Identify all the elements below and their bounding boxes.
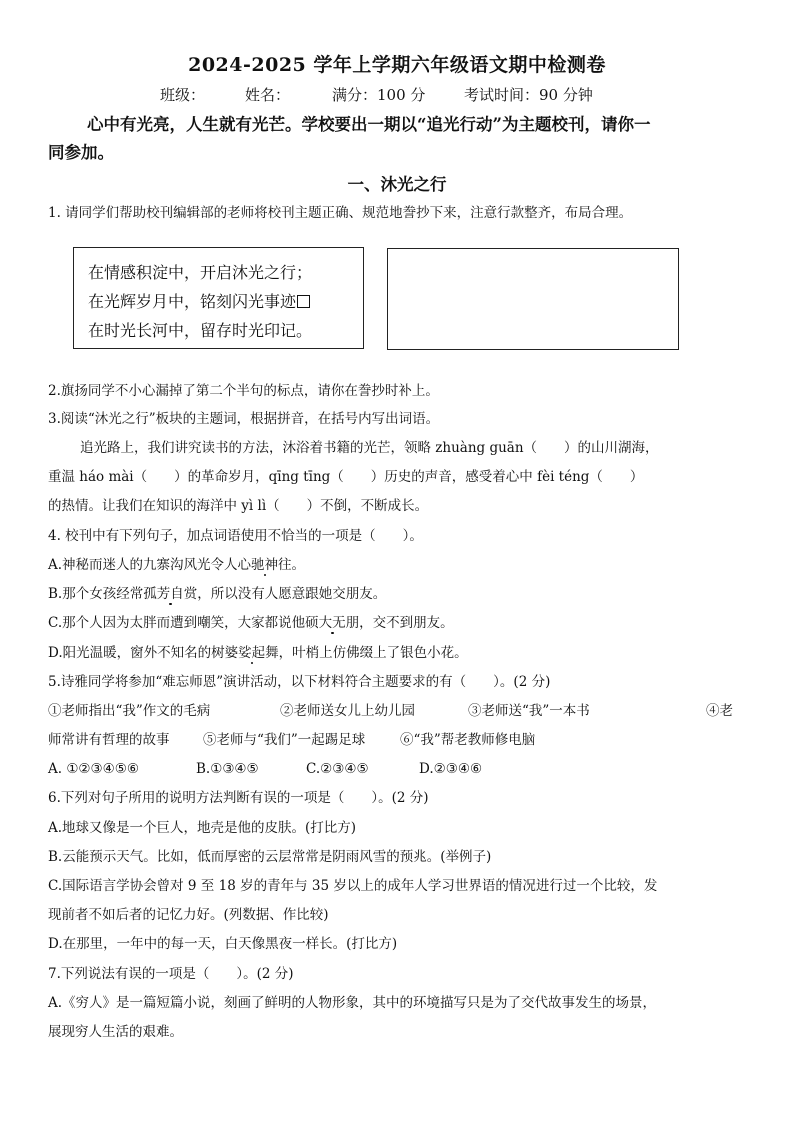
question-4-option-d	[48, 643, 468, 663]
q5-item-4-start: ④老	[706, 703, 733, 719]
score-label: 满分：100 分	[332, 86, 426, 104]
question-6-option-c: C.国际语言学协会曾对 9 至 18 岁的青年与 35 岁以上的成年人学习世界语的情况进行过一个比较，发	[48, 878, 658, 894]
name-label: 姓名：	[245, 86, 291, 104]
question-3-para-2: 重温 háo mài（ ）的革命岁月，qīng tīng（ ）历史的声音，感受着心中 fèi téng（ ）	[48, 469, 644, 485]
exam-info-row	[160, 85, 593, 105]
option-text: C.那个人因为太胖而遭到嘲笑，大家都说他	[48, 615, 306, 631]
q5-item-3: ③老师送“我”一本书	[468, 703, 590, 719]
theme-line-2-text: 在光辉岁月中，铭刻闪光事迹	[88, 292, 297, 311]
question-6-option-a: A.地球又像是一个巨人，地壳是他的皮肤。(打比方)	[48, 820, 357, 836]
question-4: 4. 校刊中有下列句子，加点词语使用不恰当的一项是（ ）。	[48, 528, 423, 544]
question-5-items-row-1	[48, 701, 733, 721]
dotted-word: 婆娑起舞	[224, 645, 279, 661]
question-3: 3.阅读“沐光之行”板块的主题词，根据拼音，在括号内写出词语。	[48, 411, 440, 427]
question-2: 2.旗扬同学不小心漏掉了第二个半句的标点，请你在誊抄时补上。	[48, 383, 439, 399]
intro-line-1: 心中有光亮，人生就有光芒。学校要出一期以“追光行动”为主题校刊，请你一	[87, 115, 651, 134]
question-6: 6.下列对句子所用的说明方法判断有误的一项是（ ）。(2 分)	[48, 790, 429, 806]
theme-text-box	[73, 247, 364, 349]
theme-line-2	[88, 287, 363, 316]
dotted-word: 硕大无朋	[305, 615, 360, 631]
dotted-word	[238, 557, 292, 573]
option-text: A.神秘而迷人的九寨沟风光令人	[48, 557, 238, 573]
copy-answer-box[interactable]	[387, 248, 679, 350]
question-4-option-c	[48, 613, 454, 633]
question-3-para-1: 追光路上，我们讲究读书的方法，沐浴着书籍的光芒，领略 zhuàng guān（ ）的山川湖海，	[80, 440, 659, 456]
option-text: ，所以没有人愿意跟她交朋友。	[197, 586, 387, 602]
question-7: 7.下列说法有误的一项是（ ）。(2 分)	[48, 966, 294, 982]
question-5-choices	[48, 759, 482, 779]
missing-punctuation-box	[297, 295, 310, 308]
q5-choice-a: A. ①②③④⑤⑥	[48, 761, 139, 777]
option-text: B.那个女孩经常	[48, 586, 144, 602]
dotted-word: 孤芳自赏	[143, 586, 198, 602]
option-text: D.阳光温暖，窗外不知名的树	[48, 645, 225, 661]
option-text: ，交不到朋友。	[359, 615, 454, 631]
question-7-option-a: A.《穷人》是一篇短篇小说，刻画了鲜明的人物形象，其中的环境描写只是为了交代故事发生的场景，	[48, 995, 657, 1011]
option-text: ，叶梢上仿佛缀上了银色小花。	[278, 645, 468, 661]
question-6-option-d: D.在那里，一年中的每一天，白天像黑夜一样长。(打比方)	[48, 936, 398, 952]
question-6-option-c-cont: 现前者不如后者的记忆力好。(列数据、作比较)	[48, 907, 329, 923]
q5-item-2: ②老师送女儿上幼儿园	[280, 703, 415, 719]
question-3-para-3: 的热情。让我们在知识的海洋中 yì lì（ ）不倒，不断成长。	[48, 498, 429, 514]
question-7-option-a-cont: 展现穷人生活的艰难。	[48, 1024, 183, 1040]
q5-item-1: ①老师指出“我”作文的毛病	[48, 703, 211, 719]
q5-item-5: ⑤老师与“我们”一起踢足球	[203, 732, 366, 748]
section-title: 一、沐光之行	[347, 175, 447, 194]
q5-item-4-end: 师常讲有哲理的故事	[48, 732, 170, 748]
question-1: 1. 请同学们帮助校刊编辑部的老师将校刊主题正确、规范地誊抄下来，注意行款整齐，布局合理。	[48, 205, 633, 221]
intro-line-2: 同参加。	[48, 143, 114, 162]
theme-line-3: 在时光长河中，留存时光印记。	[88, 321, 313, 340]
question-5-items-row-2	[48, 730, 535, 750]
q5-choice-c: C.②③④⑤	[306, 761, 369, 777]
time-label: 考试时间：90 分钟	[464, 86, 593, 104]
class-label: 班级：	[160, 86, 206, 104]
question-4-option-b	[48, 584, 386, 604]
theme-line-1: 在情感积淀中，开启沐光之行；	[88, 263, 313, 282]
question-5: 5.诗雅同学将参加“难忘师恩”演讲活动，以下材料符合主题要求的有（ ）。(2 分)	[48, 674, 551, 690]
q5-choice-b: B.①③④⑤	[196, 761, 259, 777]
q5-choice-d: D.②③④⑥	[419, 761, 483, 777]
exam-title: 2024-2025 学年上学期六年级语文期中检测卷	[188, 54, 606, 76]
dotted-word-text: 心驰神往	[237, 557, 292, 573]
option-text: 。	[291, 557, 306, 573]
question-4-option-a	[48, 555, 305, 575]
q5-item-6: ⑥“我”帮老教师修电脑	[400, 732, 536, 748]
question-6-option-b: B.云能预示天气。比如，低而厚密的云层常常是阴雨风雪的预兆。(举例子)	[48, 849, 492, 865]
